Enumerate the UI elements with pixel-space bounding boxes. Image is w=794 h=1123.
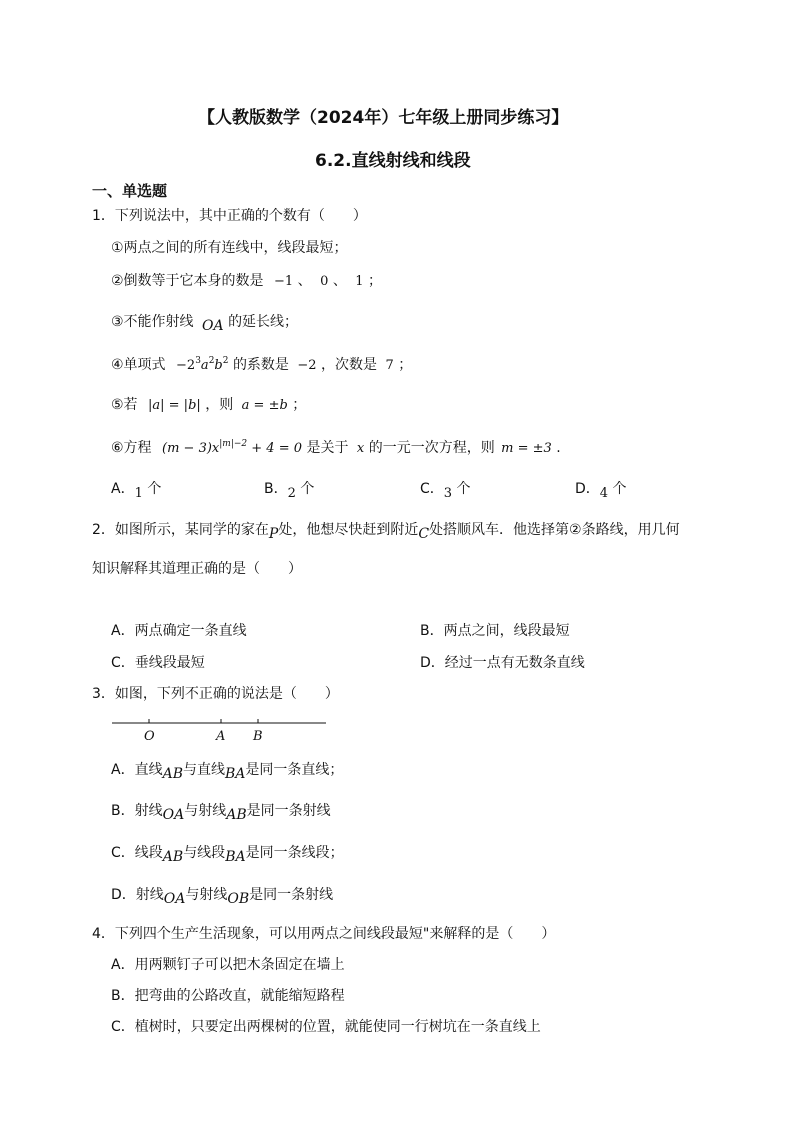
q2-option-b[interactable]: B．两点之间，线段最短: [420, 623, 570, 639]
q1-statement-3: ③不能作射线 OA 的延长线；: [111, 314, 299, 334]
q4-option-c[interactable]: C．植树时，只要定出两棵树的位置，就能使同一行树坑在一条直线上: [111, 1019, 541, 1035]
q2-option-d[interactable]: D．经过一点有无数条直线: [420, 655, 585, 671]
q2-stem-line-1: 2．如图所示，某同学的家在P处，他想尽快赶到附近C处搭顺风车．他选择第②条路线，用几何: [92, 522, 680, 542]
q3-option-a[interactable]: A．直线AB与直线BA是同一条直线；: [111, 762, 344, 782]
lesson-title: 6.2.直线射线和线段: [315, 151, 471, 171]
q2-option-c[interactable]: C．垂线段最短: [111, 655, 205, 671]
q3-point-o: O: [144, 729, 155, 744]
q3-point-b: B: [253, 729, 263, 744]
q1-statement-2: ②倒数等于它本身的数是 −1 、 0 、 1 ；: [111, 273, 383, 289]
q3-option-c[interactable]: C．线段AB与线段BA是同一条线段；: [111, 845, 344, 865]
q1-statement-6: ⑥方程 $(m - 3)x^{|m|-2} + 4 = 0$ 是关于 x 的一元一次方程，则 m = ±3 .: [111, 439, 561, 456]
q4-stem: 4．下列四个生产生活现象，可以用两点之间线段最短"来解释的是（ ）: [92, 926, 556, 942]
q3-point-a: A: [216, 729, 226, 744]
q1-option-a[interactable]: A．1 个: [111, 481, 162, 501]
q3-option-d[interactable]: D．射线OA与射线OB是同一条射线: [111, 887, 334, 907]
q1-statement-5: ⑤若 |a| = |b| ，则 a = ±b ；: [111, 397, 307, 413]
q3-line-figure: [108, 714, 330, 746]
q1-statement-4: ④单项式 $-2^3a^2b^2$ 的系数是 −2 ，次数是 7 ；: [111, 356, 413, 373]
q2-option-a[interactable]: A．两点确定一条直线: [111, 623, 247, 639]
section-heading: 一、单选题: [92, 182, 168, 200]
q1-option-d[interactable]: D．4 个: [575, 481, 627, 501]
q1-stem: 1．下列说法中，其中正确的个数有（ ）: [92, 208, 367, 224]
q4-option-a[interactable]: A．用两颗钉子可以把木条固定在墙上: [111, 957, 345, 973]
q1-option-b[interactable]: B．2 个: [264, 481, 315, 501]
q3-option-b[interactable]: B．射线OA与射线AB是同一条射线: [111, 803, 331, 823]
q1-option-c[interactable]: C．3 个: [420, 481, 471, 501]
q1-statement-1: ①两点之间的所有连线中，线段最短；: [111, 240, 348, 256]
worksheet-title: 【人教版数学（2024年）七年级上册同步练习】: [198, 108, 569, 128]
q4-option-b[interactable]: B．把弯曲的公路改直，就能缩短路程: [111, 988, 345, 1004]
q3-stem: 3．如图，下列不正确的说法是（ ）: [92, 686, 339, 702]
q2-stem-line-2: 知识解释其道理正确的是（ ）: [92, 561, 302, 577]
